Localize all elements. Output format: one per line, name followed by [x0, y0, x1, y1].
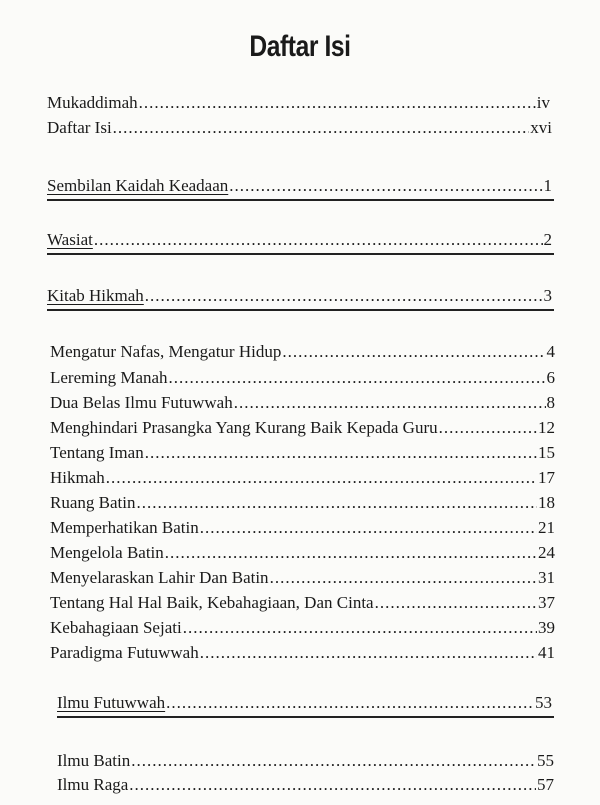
toc-entry-page: 24: [538, 543, 555, 562]
toc-entry[interactable]: [50, 543, 555, 563]
toc-entry-page: 6: [546, 368, 555, 387]
leader-dots: [165, 543, 537, 563]
toc-section-label: Ilmu Futuwwah: [57, 693, 166, 712]
leader-dots: [145, 443, 537, 463]
toc-entry-label: Paradigma Futuwwah: [50, 643, 199, 662]
toc-entry[interactable]: [57, 751, 554, 771]
toc-entry-label: Memperhatikan Batin: [50, 518, 199, 537]
toc-entry-page: iv: [536, 93, 550, 112]
toc-entry-page: xvi: [530, 118, 552, 137]
section-rule: [47, 309, 554, 311]
leader-dots: [183, 618, 537, 638]
toc-entry[interactable]: [57, 775, 554, 795]
leader-dots: [131, 751, 536, 771]
toc-entry-page: 37: [538, 593, 555, 612]
toc-section-page: 53: [535, 693, 552, 712]
toc-entry[interactable]: [50, 368, 555, 388]
toc-entry[interactable]: [50, 468, 555, 488]
toc-entry-mukaddimah[interactable]: [47, 93, 550, 113]
toc-section-label: Wasiat: [47, 230, 93, 249]
leader-dots: [106, 468, 537, 488]
leader-dots: [282, 342, 545, 362]
toc-section-wasiat[interactable]: [47, 230, 552, 250]
toc-entry-page: 39: [538, 618, 555, 637]
section-rule: [47, 199, 554, 201]
toc-entry[interactable]: [50, 393, 555, 413]
leader-dots: [229, 176, 542, 196]
toc-entry-label: Mengelola Batin: [50, 543, 164, 562]
toc-entry-page: 55: [537, 751, 554, 770]
leader-dots: [200, 643, 537, 663]
leader-dots: [129, 775, 536, 795]
toc-entry-page: 41: [538, 643, 555, 662]
toc-entry-page: 21: [538, 518, 555, 537]
toc-entry[interactable]: [50, 342, 555, 362]
leader-dots: [439, 418, 537, 438]
leader-dots: [234, 393, 546, 413]
toc-entry[interactable]: [50, 518, 555, 538]
toc-section-sembilan[interactable]: [47, 176, 552, 196]
leader-dots: [136, 493, 537, 513]
toc-section-page: 2: [543, 230, 552, 249]
toc-section-kitab-hikmah[interactable]: [47, 286, 552, 306]
leader-dots: [169, 368, 546, 388]
leader-dots: [375, 593, 537, 613]
section-rule: [57, 716, 554, 718]
leader-dots: [200, 518, 537, 538]
toc-entry[interactable]: [50, 493, 555, 513]
leader-dots: [94, 230, 543, 250]
toc-section-page: 1: [543, 176, 552, 195]
toc-entry-page: 31: [538, 568, 555, 587]
toc-section-label: Sembilan Kaidah Keadaan: [47, 176, 229, 195]
toc-entry-page: 4: [546, 342, 555, 361]
toc-entry-label: Lereming Manah: [50, 368, 168, 387]
toc-section-page: 3: [543, 286, 552, 305]
page-title: Daftar Isi: [249, 30, 351, 63]
toc-entry-label: Ilmu Raga: [57, 775, 129, 794]
toc-entry-daftar-isi[interactable]: [47, 118, 552, 138]
leader-dots: [270, 568, 537, 588]
toc-entry-label: Menghindari Prasangka Yang Kurang Baik Kepada Guru: [50, 418, 438, 437]
toc-entry-label: Dua Belas Ilmu Futuwwah: [50, 393, 233, 412]
toc-entry[interactable]: [50, 418, 555, 438]
toc-entry-label: Kebahagiaan Sejati: [50, 618, 182, 637]
toc-entry[interactable]: [50, 618, 555, 638]
toc-entry-page: 15: [538, 443, 555, 462]
toc-entry-page: 8: [546, 393, 555, 412]
toc-entry-label: Menyelaraskan Lahir Dan Batin: [50, 568, 269, 587]
leader-dots: [139, 93, 536, 113]
toc-entry[interactable]: [50, 593, 555, 613]
toc-section-ilmu-futuwwah[interactable]: [57, 693, 552, 713]
toc-entry-page: 17: [538, 468, 555, 487]
toc-entry-label: Hikmah: [50, 468, 105, 487]
toc-entry-label: Daftar Isi: [47, 118, 112, 137]
toc-entry-page: 12: [538, 418, 555, 437]
toc-entry-label: Ilmu Batin: [57, 751, 131, 770]
toc-entry-label: Tentang Iman: [50, 443, 144, 462]
leader-dots: [113, 118, 530, 138]
toc-entry-label: Mukaddimah: [47, 93, 138, 112]
leader-dots: [145, 286, 543, 306]
toc-entry-label: Ruang Batin: [50, 493, 136, 512]
toc-entry-page: 57: [537, 775, 554, 794]
toc-section-label: Kitab Hikmah: [47, 286, 144, 305]
toc-entry-page: 18: [538, 493, 555, 512]
toc-entry[interactable]: [50, 643, 555, 663]
toc-entry[interactable]: [50, 443, 555, 463]
section-rule: [47, 253, 554, 255]
toc-entry[interactable]: [50, 568, 555, 588]
toc-entry-label: Tentang Hal Hal Baik, Kebahagiaan, Dan Cinta: [50, 593, 374, 612]
leader-dots: [166, 693, 534, 713]
toc-entry-label: Mengatur Nafas, Mengatur Hidup: [50, 342, 282, 361]
